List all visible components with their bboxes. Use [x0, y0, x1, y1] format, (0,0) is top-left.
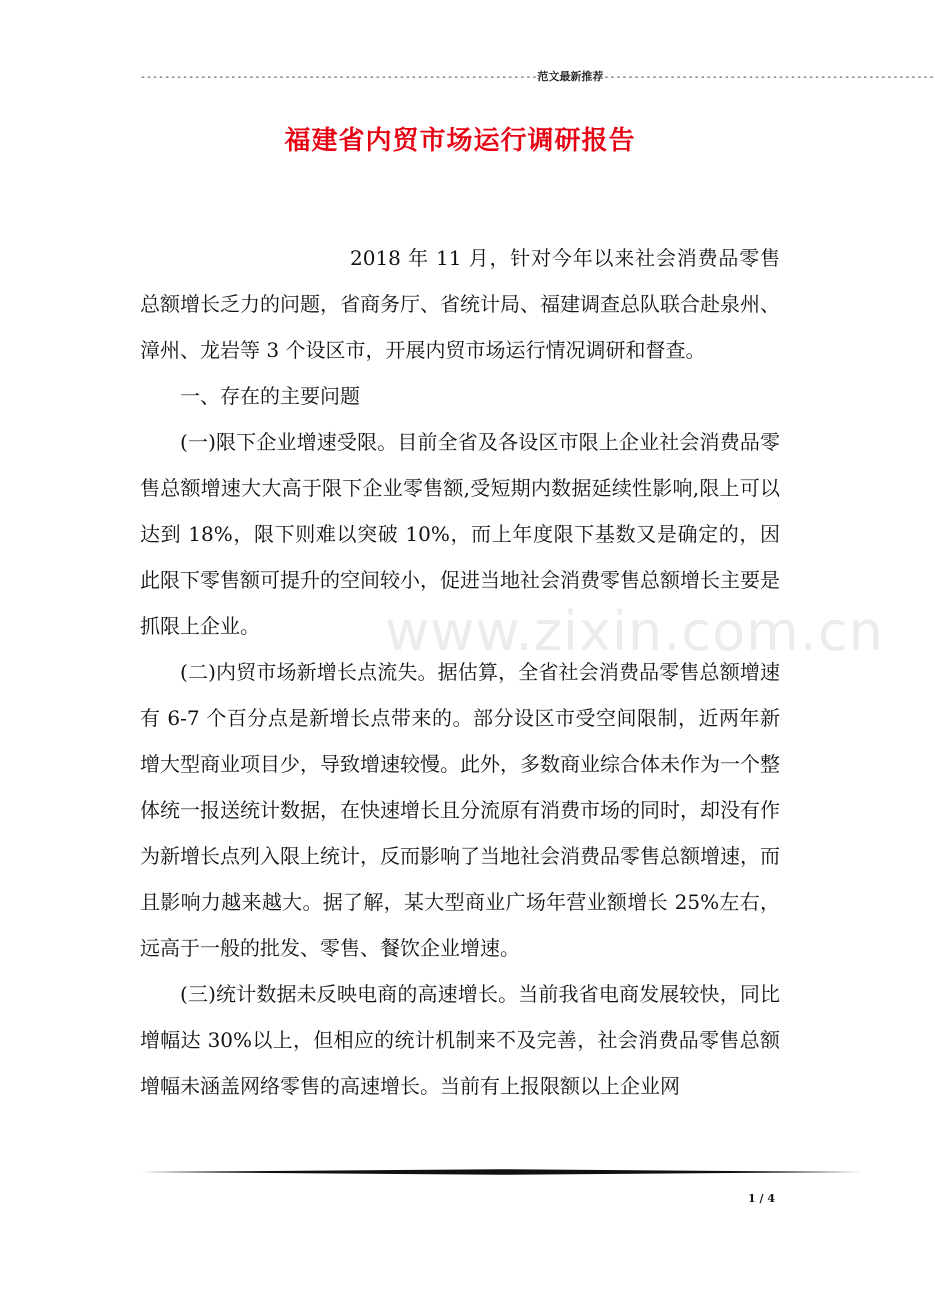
- paragraph-intro: 2018 年 11 月，针对今年以来社会消费品零售总额增长乏力的问题，省商务厅、省统计局、福建调查总队联合赴泉州、漳州、龙岩等 3 个设区市，开展内贸市场运行情况调研和督查。: [140, 246, 780, 362]
- paragraph-3: (三)统计数据未反映电商的高速增长。当前我省电商发展较快，同比增幅达 30%以上，但相应的统计机制来不及完善，社会消费品零售总额增幅未涵盖网络零售的高速增长。当前有上报限额以上企业网: [140, 982, 780, 1098]
- page-number: 1 / 4: [748, 1192, 775, 1205]
- document-body: [140, 235, 780, 1109]
- header-line: [140, 70, 935, 85]
- footer-rule: [140, 1169, 862, 1175]
- header-dashes-left: ------------------------------------------------------------------: [140, 72, 538, 83]
- paragraph-1: (一)限下企业增速受限。目前全省及各设区市限上企业社会消费品零售总额增速大大高于限下企业零售额,受短期内数据延续性影响,限上可以达到 18%，限下则难以突破 10%，而上年度限下基数又是确定的，因此限下零售额可提升的空间较小，促进当地社会消费零售总额增长主要是抓限上企业。: [140, 430, 780, 638]
- paragraph-2: (二)内贸市场新增长点流失。据估算，全省社会消费品零售总额增速有 6-7 个百分点是新增长点带来的。部分设区市受空间限制，近两年新增大型商业项目少，导致增速较慢。此外，多数商业综合体未作为一个整体统一报送统计数据，在快速增长且分流原有消费市场的同时，却没有作为新增长点列入限上统计，反而影响了当地社会消费品零售总额增速，而且影响力越来越大。据了解，某大型商业广场年营业额增长 25%左右，远高于一般的批发、零售、餐饮企业增速。: [140, 660, 780, 960]
- section-heading-1: 一、存在的主要问题: [180, 384, 360, 408]
- header-dashes-right: -------------------------------------------------------: [603, 72, 935, 83]
- header-tag: 范文最新推荐: [537, 70, 604, 83]
- watermark: www.zixin.com.cn: [385, 600, 884, 663]
- document-title: 福建省内贸市场运行调研报告: [284, 126, 636, 156]
